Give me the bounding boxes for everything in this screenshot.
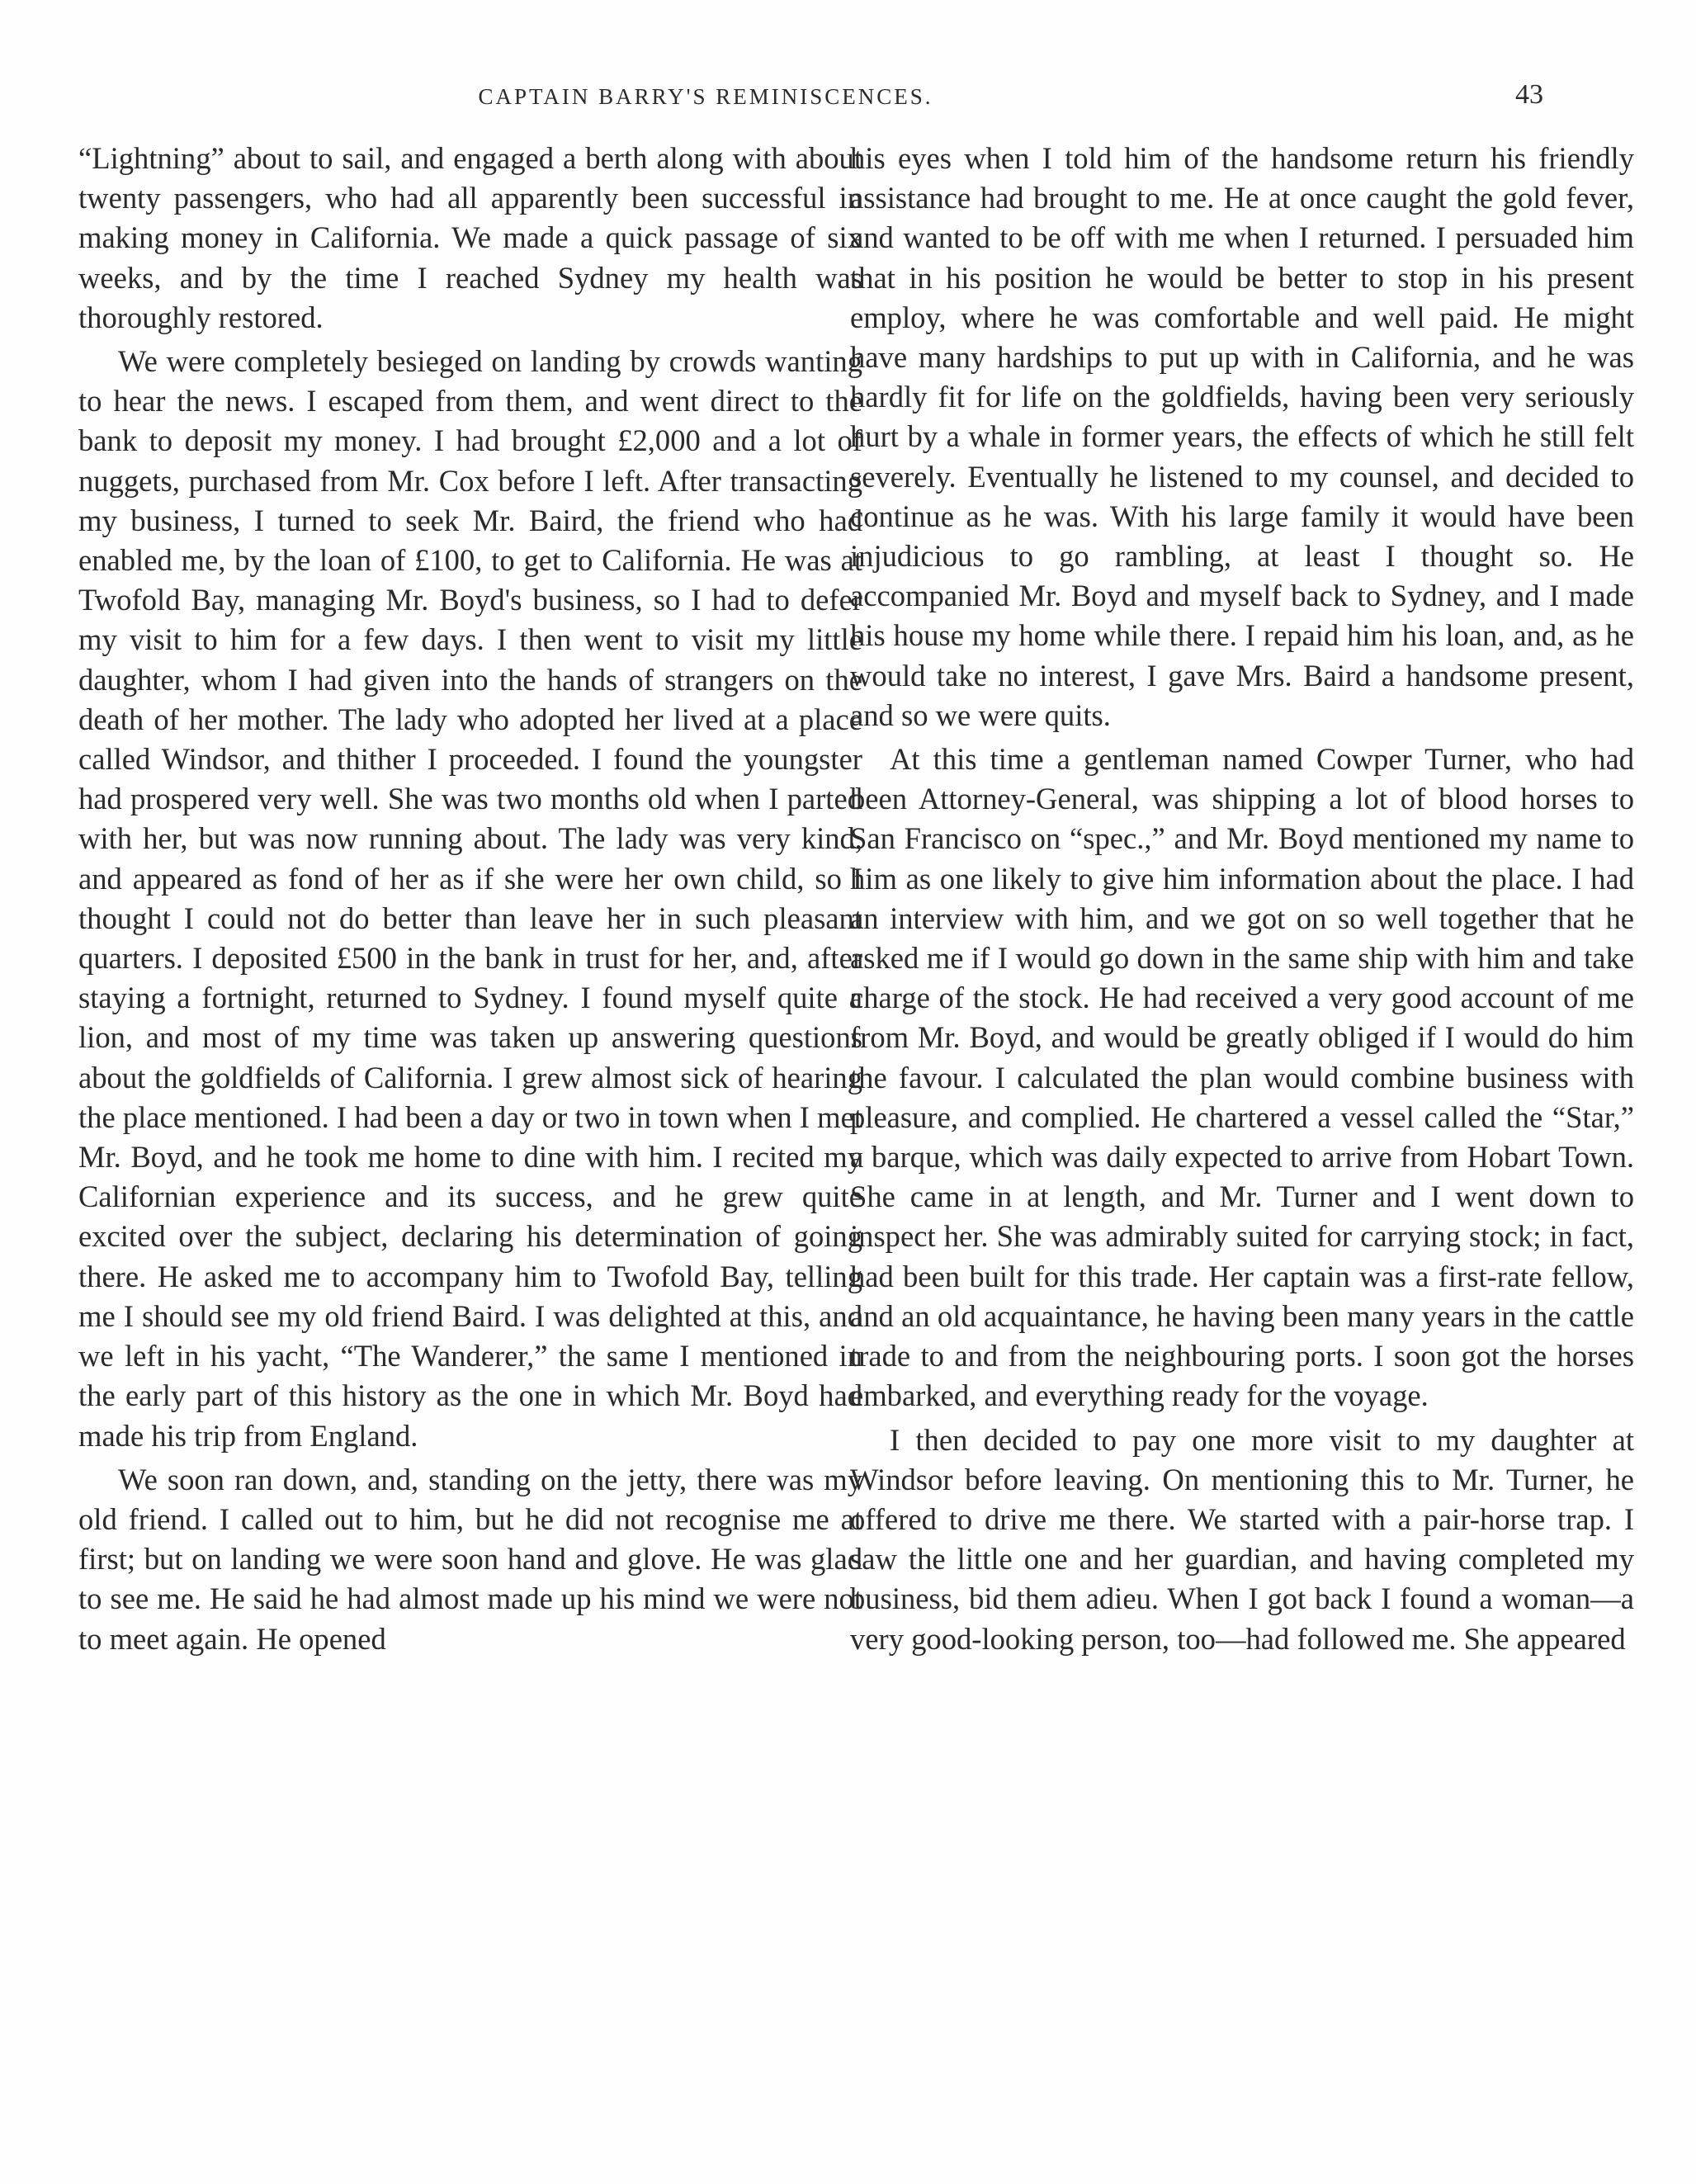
running-title: CAPTAIN BARRY'S REMINISCENCES. xyxy=(478,84,933,109)
paragraph: I then decided to pay one more visit to my daughter at Windsor before leaving. On mentioning this to Mr. Turner, he offered to drive me there. We started with a pair-horse trap. I saw the little one and her guardian, and having completed my business, bid them adieu. When I got back I found a woman—a very good-looking person, too—had followed me. She appeared xyxy=(850,1422,1634,1656)
paragraph: We were completely besieged on landing by crowds wanting to hear the news. I escaped from them, and went direct to the bank to deposit my money. I had brought £2,000 and a lot of nuggets, purchased from Mr. Cox before I left. After transacting my business, I turned to seek Mr. Baird, the friend who had enabled me, by the loan of £100, to get to California. He was at Twofold Bay, managing Mr. Boyd's business, so I had to defer my visit to him for a few days. I then went to visit my little daughter, whom I had given into the hands of strangers on the death of her mother. The lady who adopted her lived at a place called Windsor, and thither I proceeded. I found the youngster had prospered very well. She was two months old when I parted with her, but was now running about. The lady was very kind, and appeared as fond of her as if she were her own child, so I thought I could not do better than leave her in such pleasant quarters. I deposited £500 in the bank in trust for her, and, after staying a fortnight, returned to Sydney. I found myself quite a lion, and most of my time was taken up answering questions about the goldfields of California. I grew almost sick of hearing the place mentioned. I had been a day or two in town when I met Mr. Boyd, and he took me home to dine with him. I recited my Californian experience and its success, and he grew quite excited over the subject, declaring his determination of going there. He asked me to accompany him to Twofold Bay, telling me I should see my old friend Baird. I was delighted at this, and we left in his yacht, “The Wanderer,” the same I mentioned in the early part of this history as the one in which Mr. Boyd had made his trip from England. xyxy=(78,344,862,1453)
right-column xyxy=(850,139,1634,1659)
paragraph: We soon ran down, and, standing on the jetty, there was my old friend. I called out to him, but he did not recognise me at first; but on landing we were soon hand and glove. He was glad to see me. He said he had almost made up his mind we were not to meet again. He opened xyxy=(78,1462,862,1656)
running-head xyxy=(0,79,1696,121)
paragraph: his eyes when I told him of the handsome return his friendly assistance had brought to me. He at once caught the gold fever, and wanted to be off with me when I returned. I persuaded him that in his position he would be better to stop in his present employ, where he was comfortable and well paid. He might have many hardships to put up with in California, and he was hardly fit for life on the goldfields, having been very seriously hurt by a whale in former years, the effects of which he still felt severely. Eventually he listened to my counsel, and decided to continue as he was. With his large family it would have been injudicious to go rambling, at least I thought so. He accompanied Mr. Boyd and myself back to Sydney, and I made his house my home while there. I repaid him his loan, and, as he would take no interest, I gave Mrs. Baird a handsome present, and so we were quits. xyxy=(850,141,1634,732)
paragraph: “Lightning” about to sail, and engaged a berth along with about twenty passengers, who had all apparently been successful in making money in California. We made a quick passage of six weeks, and by the time I reached Sydney my health was thoroughly restored. xyxy=(78,141,862,334)
paragraph: At this time a gentleman named Cowper Turner, who had been Attorney-General, was shipping a lot of blood horses to San Francisco on “spec.,” and Mr. Boyd mentioned my name to him as one likely to give him information about the place. I had an interview with him, and we got on so well together that he asked me if I would go down in the same ship with him and take charge of the stock. He had received a very good account of me from Mr. Boyd, and would be greatly obliged if I would do him the favour. I calculated the plan would combine business with pleasure, and complied. He chartered a vessel called the “Star,” a barque, which was daily expected to arrive from Hobart Town. She came in at length, and Mr. Turner and I went down to inspect her. She was admirably suited for carrying stock; in fact, had been built for this trade. Her captain was a first-rate fellow, and an old acquaintance, he having been many years in the cattle trade to and from the neighbouring ports. I soon got the horses embarked, and everything ready for the voyage. xyxy=(850,742,1634,1413)
left-column xyxy=(78,139,862,1659)
page-number: 43 xyxy=(1515,79,1543,110)
